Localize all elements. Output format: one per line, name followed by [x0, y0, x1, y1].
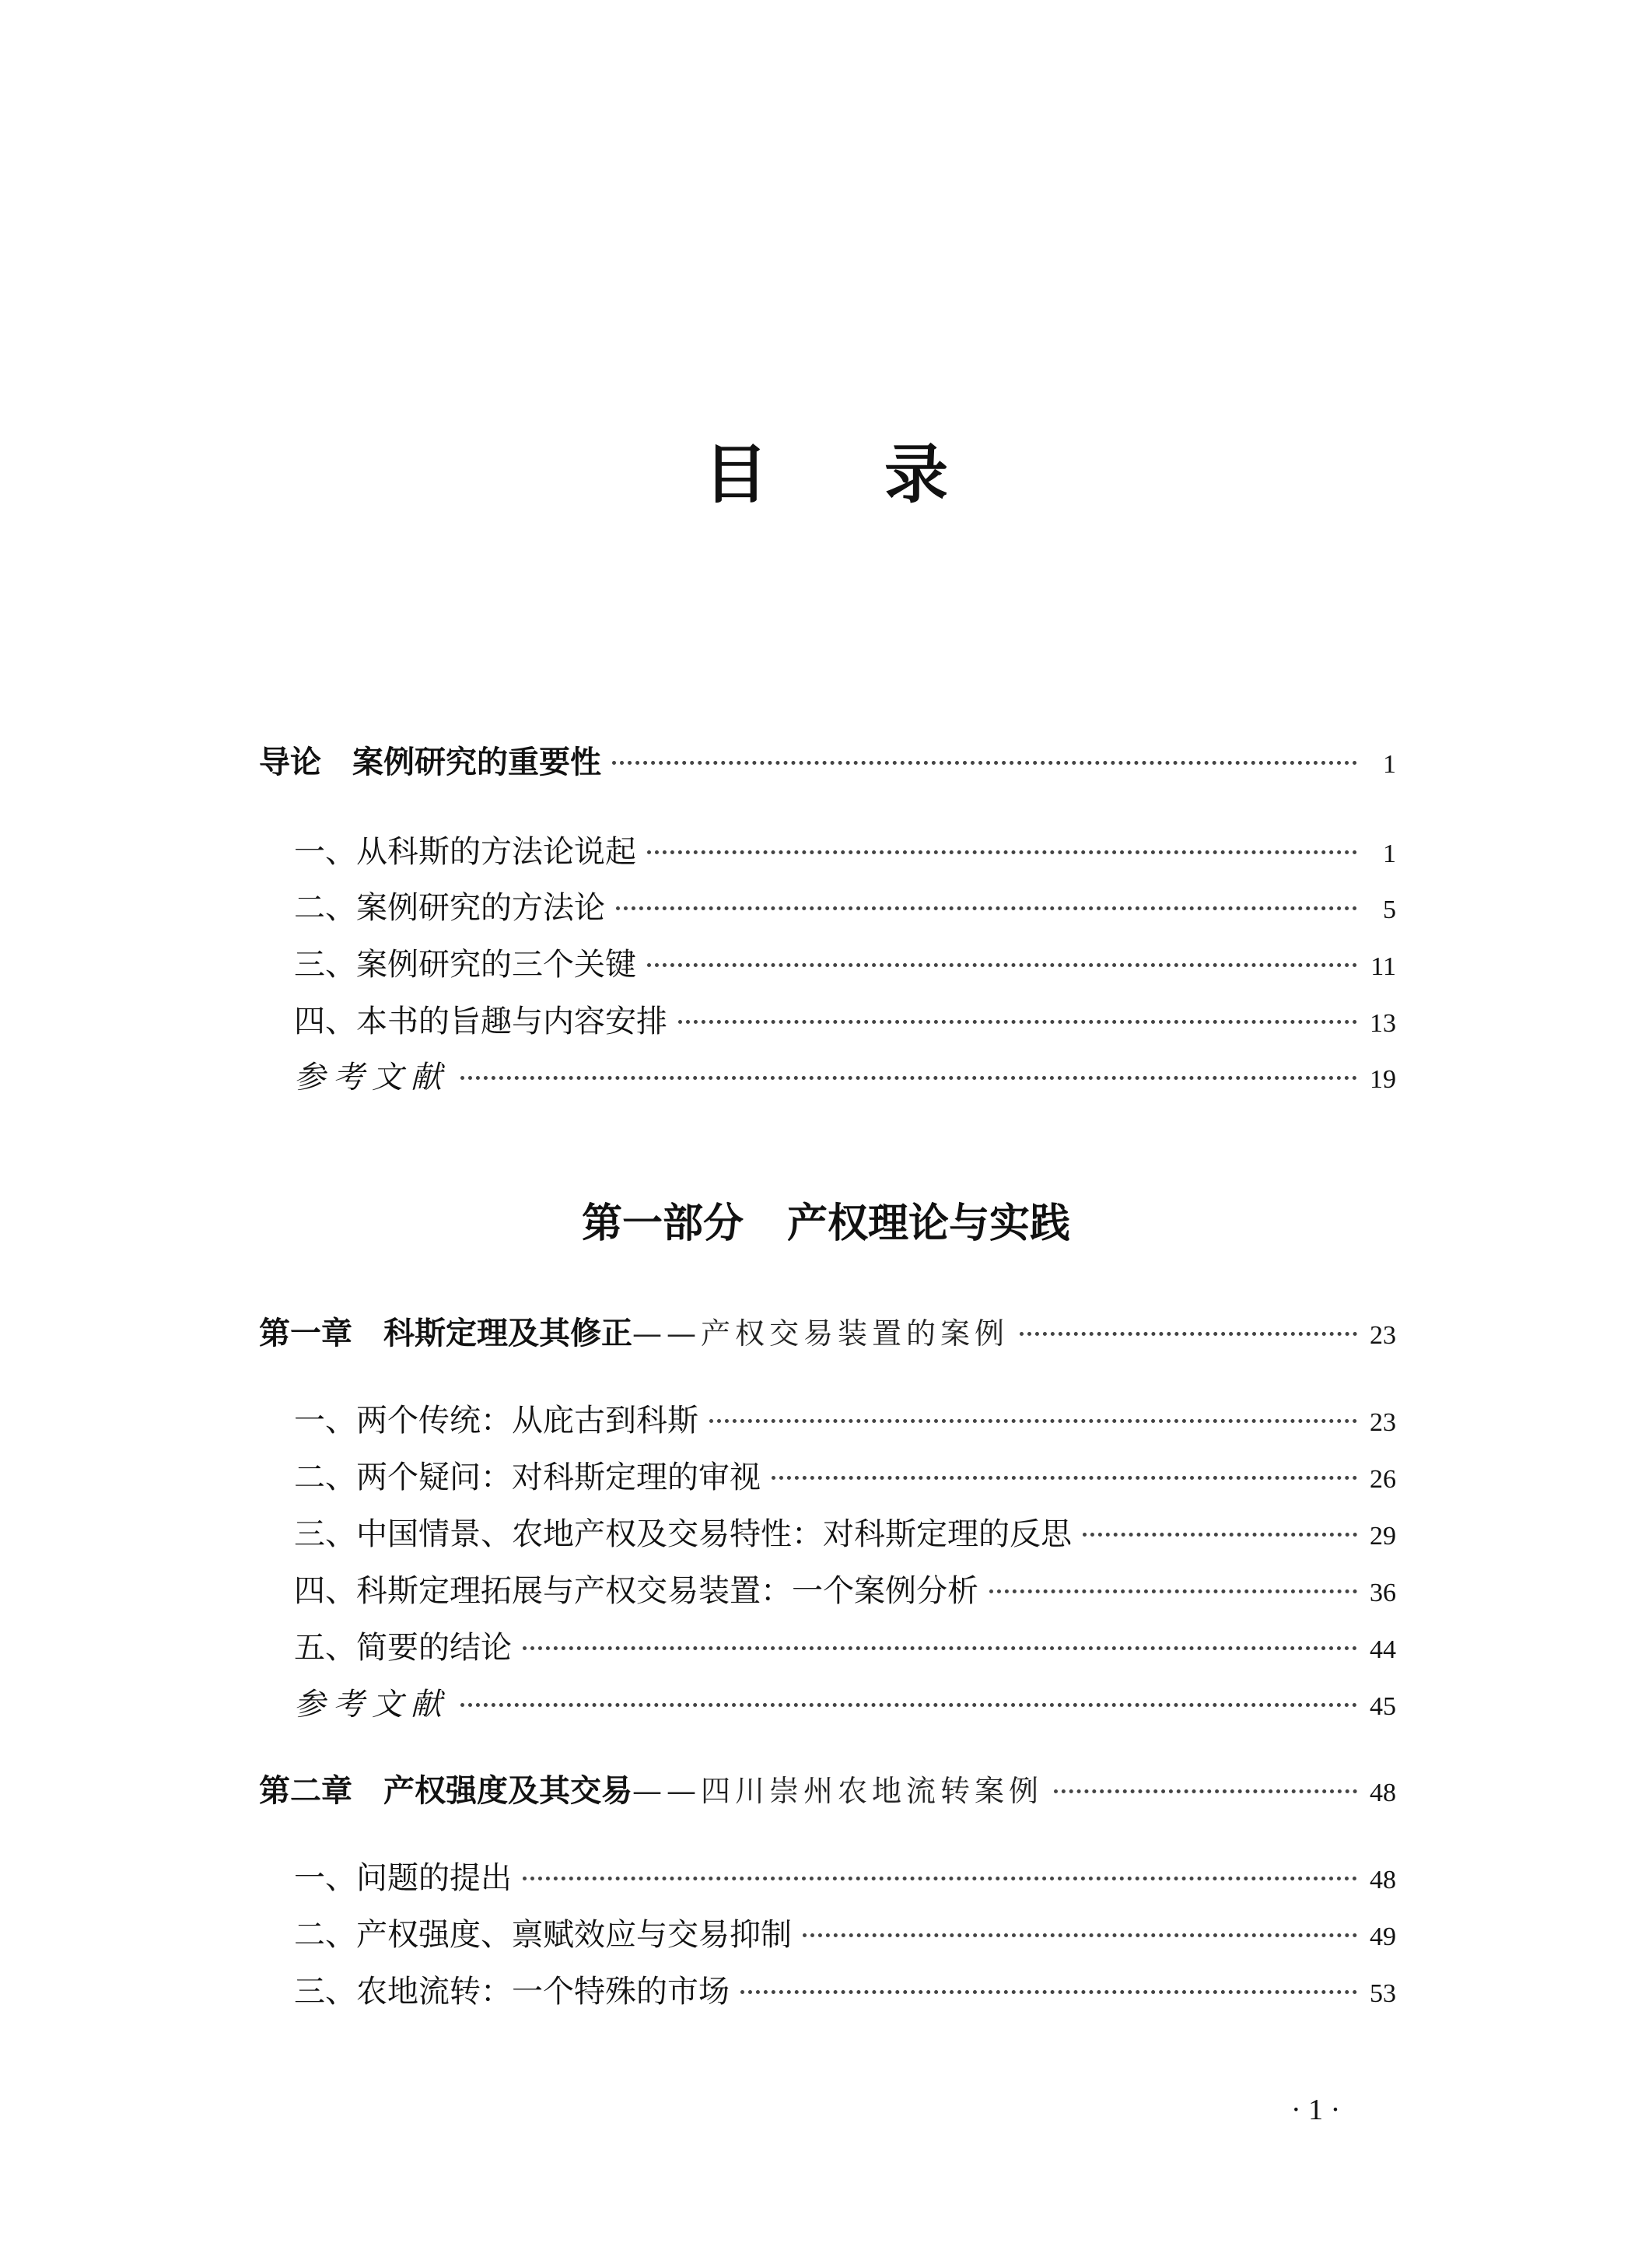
toc-section-label: 三、中国情景、农地产权及交易特性：对科斯定理的反思 — [294, 1516, 1072, 1552]
toc-intro-prefix: 导论 — [259, 745, 321, 780]
dot-leader — [647, 850, 1357, 854]
toc-chapter-prefix: 第二章 — [259, 1773, 352, 1809]
dot-leader — [523, 1877, 1357, 1880]
toc-entry-intro[interactable] — [259, 738, 1396, 784]
dot-leader — [740, 1990, 1357, 1994]
dot-leader — [803, 1933, 1357, 1937]
toc-page-number: 23 — [1370, 1321, 1396, 1350]
page-title — [0, 424, 1652, 515]
page-number: · 1 · — [1291, 2094, 1341, 2126]
toc-page-number: 19 — [1370, 1065, 1396, 1094]
toc-entry-intro-s1[interactable] — [294, 827, 1396, 874]
toc-section-label: 四、科斯定理拓展与产权交易装置：一个案例分析 — [294, 1573, 978, 1609]
dot-leader — [647, 963, 1357, 967]
toc-entry-ch1-s1[interactable] — [294, 1396, 1396, 1442]
dot-leader — [460, 1703, 1357, 1707]
toc-entry-ch1-s4[interactable] — [294, 1566, 1396, 1613]
toc-page-number: 49 — [1370, 1922, 1396, 1951]
toc-section-label: 五、简要的结论 — [294, 1630, 512, 1666]
dot-leader — [1083, 1533, 1357, 1537]
toc-page-number: 44 — [1370, 1635, 1396, 1664]
toc-entry-intro-s3[interactable] — [294, 940, 1396, 987]
toc-page-number: 26 — [1370, 1465, 1396, 1494]
dot-leader — [709, 1419, 1357, 1423]
toc-page-number: 13 — [1370, 1009, 1396, 1038]
part-prefix: 第一部分 — [581, 1200, 744, 1247]
dot-leader — [678, 1020, 1357, 1024]
toc-page-number: 48 — [1370, 1866, 1396, 1894]
toc-entry-intro-s4[interactable] — [294, 997, 1396, 1043]
toc-page-number: 45 — [1370, 1692, 1396, 1721]
toc-section-label: 一、问题的提出 — [294, 1860, 512, 1896]
dot-leader — [1020, 1332, 1357, 1336]
toc-chapter-prefix: 第一章 — [259, 1316, 352, 1351]
page-title-char-1: 目 — [703, 438, 768, 512]
toc-intro-title: 案例研究的重要性 — [352, 745, 601, 780]
dot-leader — [460, 1076, 1357, 1080]
toc-page-number: 53 — [1370, 1979, 1396, 2008]
dot-leader — [523, 1646, 1357, 1650]
page-title-char-2: 录 — [884, 438, 949, 512]
toc-chapter-title: 产权强度及其交易 — [383, 1773, 632, 1809]
part-heading — [0, 1190, 1652, 1249]
toc-page-number: 29 — [1370, 1522, 1396, 1551]
toc-chapter-subtitle: ——四川崇州农地流转案例 — [632, 1774, 1044, 1808]
toc-section-label: 三、案例研究的三个关键 — [294, 947, 636, 983]
toc-section-label: 二、产权强度、禀赋效应与交易抑制 — [294, 1917, 792, 1953]
toc-page-number: 23 — [1370, 1408, 1396, 1437]
toc-entry-ch1-s3[interactable] — [294, 1509, 1396, 1556]
toc-section-label: 二、两个疑问：对科斯定理的审视 — [294, 1460, 761, 1495]
toc-entry-intro-s2[interactable] — [294, 883, 1396, 930]
toc-page-number: 36 — [1370, 1579, 1396, 1607]
toc-section-label: 参考文献 — [294, 1060, 450, 1095]
toc-section-label: 参考文献 — [294, 1687, 450, 1723]
part-title: 产权理论与实践 — [787, 1200, 1071, 1247]
toc-section-label: 三、农地流转：一个特殊的市场 — [294, 1974, 730, 2010]
dot-leader — [616, 906, 1357, 910]
dot-leader — [772, 1476, 1357, 1480]
toc-chapter-subtitle: ——产权交易装置的案例 — [632, 1316, 1010, 1351]
dot-leader — [612, 761, 1357, 765]
toc-entry-ch2-s1[interactable] — [294, 1853, 1396, 1900]
toc-page-number: 1 — [1383, 839, 1396, 868]
toc-page-number: 5 — [1383, 895, 1396, 924]
toc-page-number: 1 — [1383, 750, 1396, 779]
toc-page-number: 11 — [1370, 952, 1396, 981]
toc-section-label: 四、本书的旨趣与内容安排 — [294, 1004, 667, 1039]
toc-entry-ch2-s3[interactable] — [294, 1967, 1396, 2013]
dot-leader — [1054, 1789, 1357, 1793]
toc-entry-ch1-s5[interactable] — [294, 1623, 1396, 1670]
toc-chapter-title: 科斯定理及其修正 — [383, 1316, 632, 1351]
toc-entry-ch1-refs[interactable] — [294, 1680, 1396, 1726]
toc-entry-ch2-s2[interactable] — [294, 1910, 1396, 1957]
toc-entry-chapter-1[interactable] — [259, 1309, 1396, 1355]
toc-entry-chapter-2[interactable] — [259, 1766, 1396, 1813]
toc-entry-ch1-s2[interactable] — [294, 1453, 1396, 1499]
toc-entry-intro-refs[interactable] — [294, 1053, 1396, 1099]
toc-section-label: 一、两个传统：从庇古到科斯 — [294, 1403, 698, 1439]
toc-section-label: 二、案例研究的方法论 — [294, 890, 605, 926]
dot-leader — [989, 1589, 1357, 1593]
toc-section-label: 一、从科斯的方法论说起 — [294, 834, 636, 870]
toc-page-number: 48 — [1370, 1779, 1396, 1807]
